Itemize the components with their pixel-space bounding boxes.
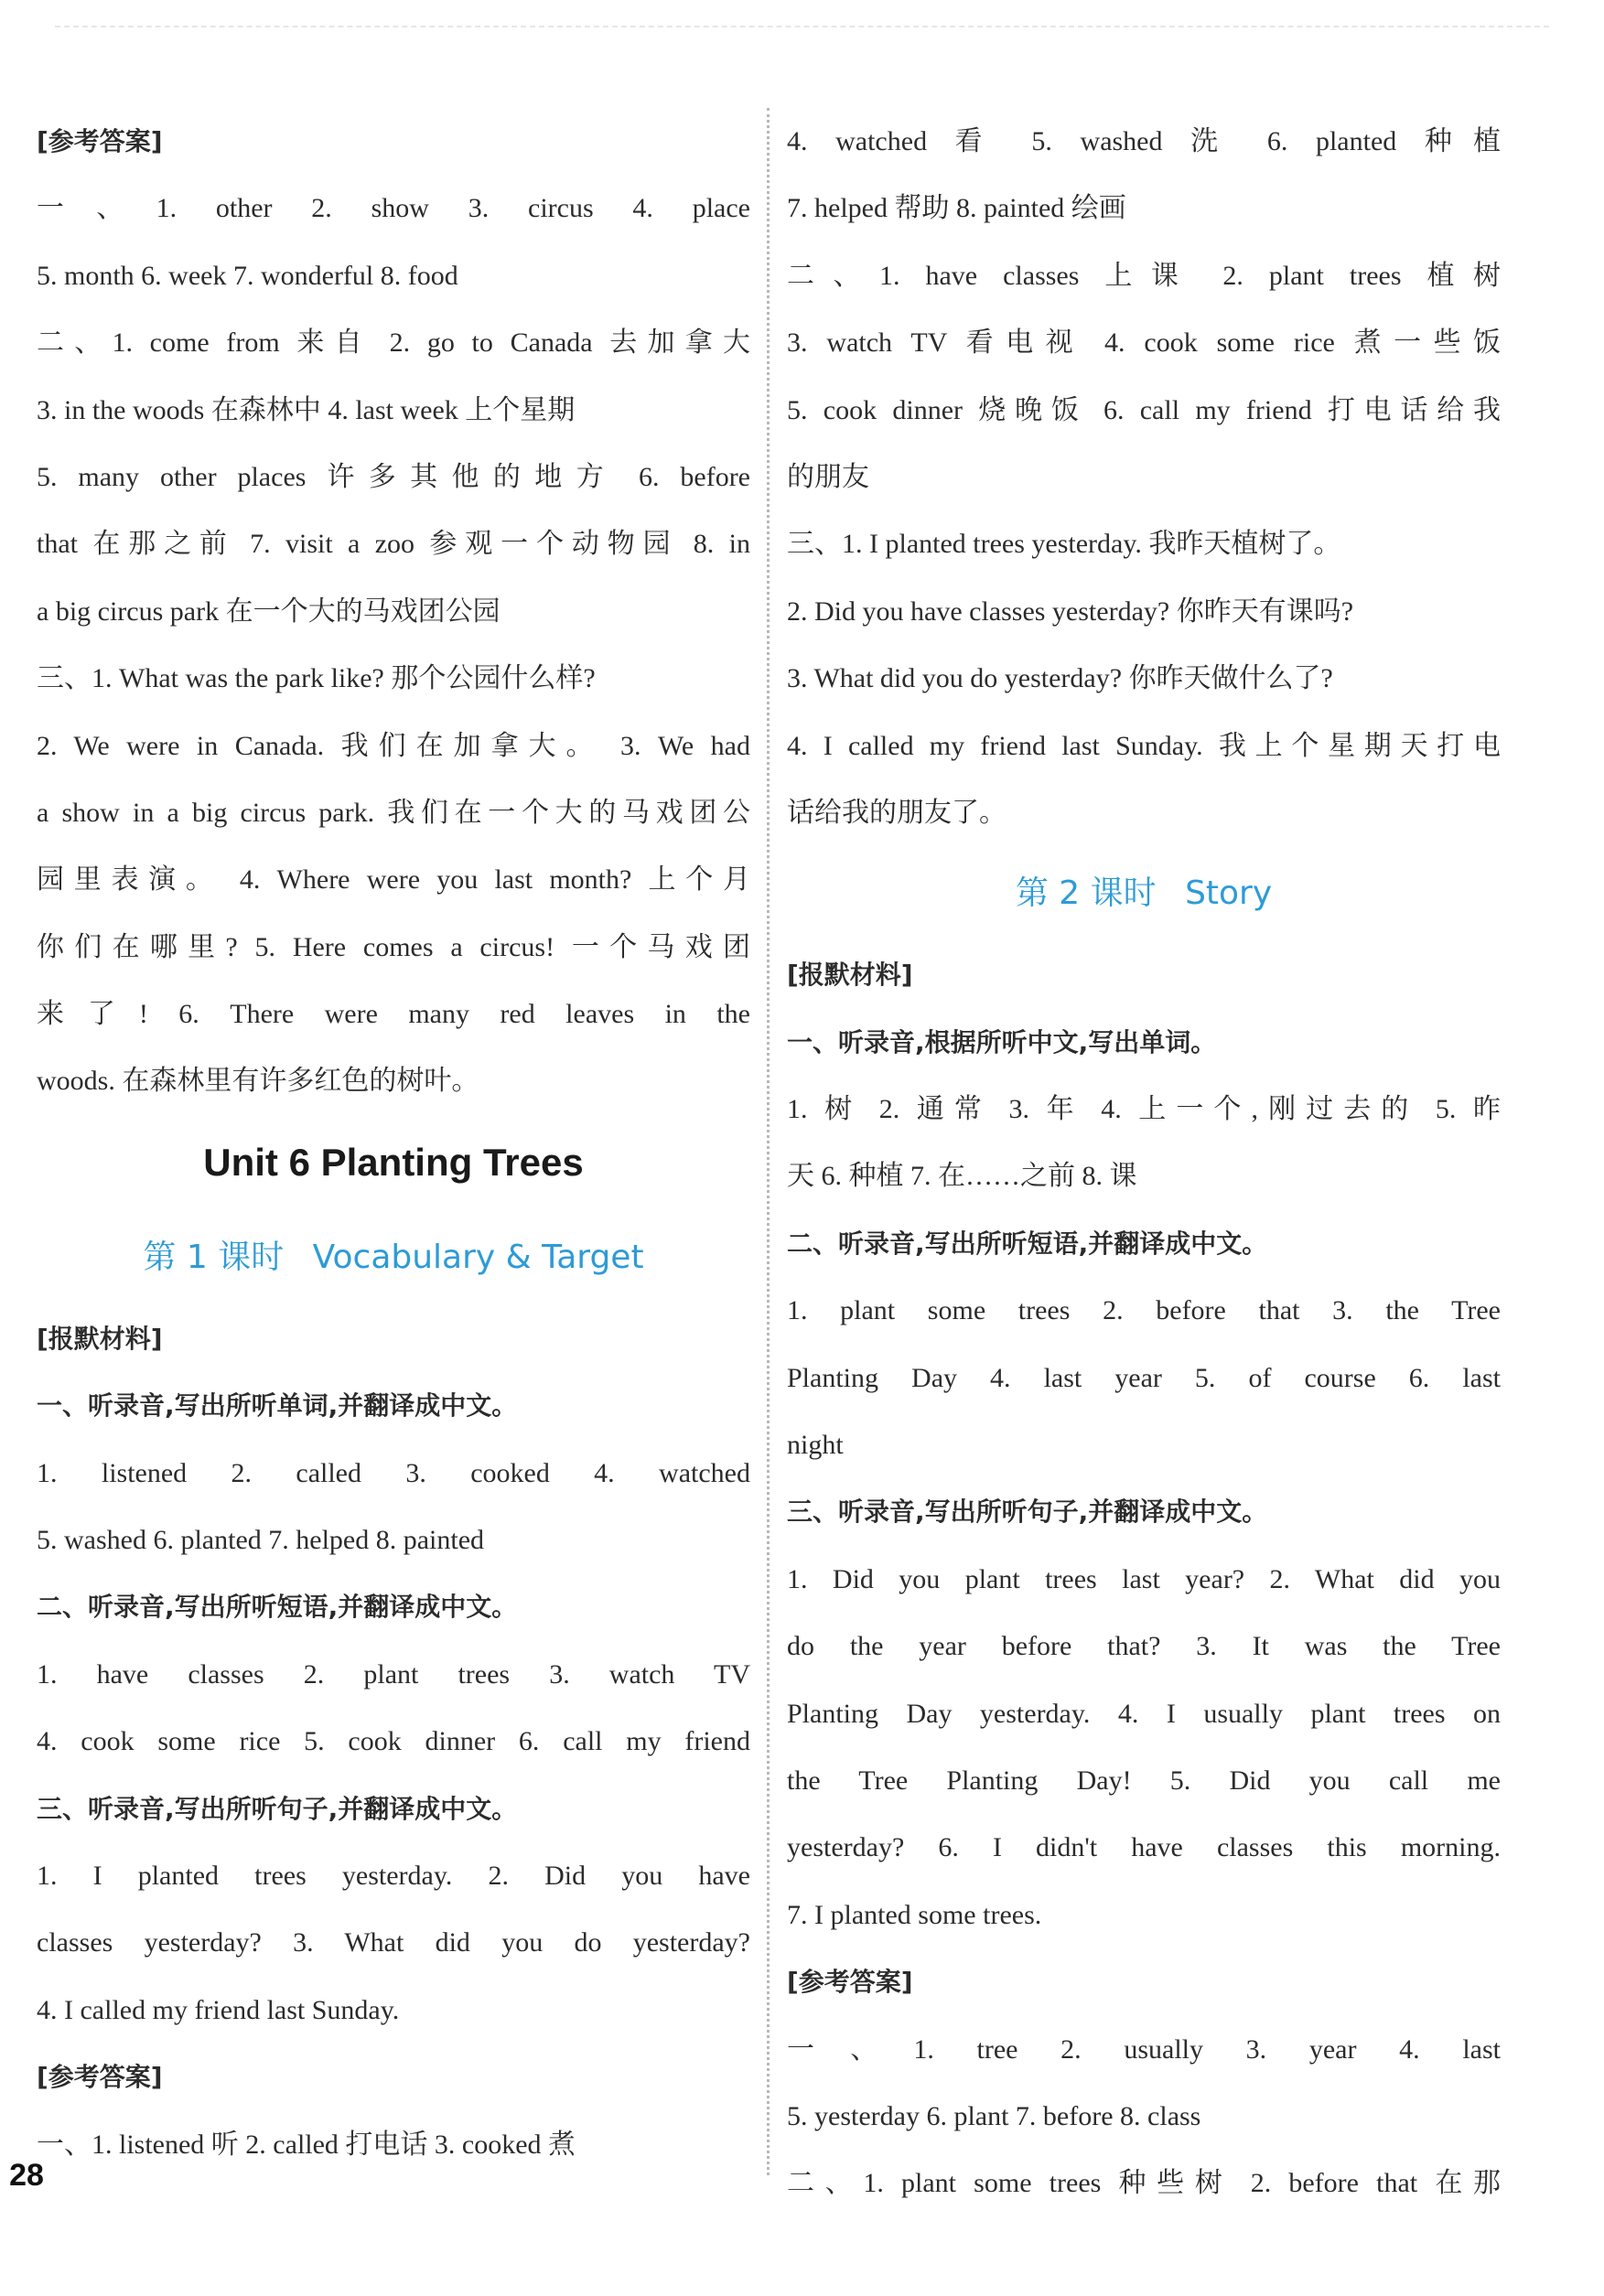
instruction-heading: 二、听录音,写出所听短语,并翻译成中文。 — [787, 1228, 1268, 1259]
lesson-2-number: 第 2 课时 — [1015, 874, 1157, 913]
answer-line: that 在那之前 7. visit a zoo 参观一个动物园 8. in — [37, 529, 750, 560]
section-label: [报默材料] — [37, 1323, 163, 1354]
right-column — [787, 108, 1501, 2217]
answer-line: 你们在哪里? 5. Here comes a circus! 一个马戏团 — [37, 931, 750, 962]
answer-line: 1. listened 2. called 3. cooked 4. watched — [37, 1457, 750, 1488]
answer-line: 园里表演。 4. Where were you last month? 上个月 — [37, 864, 750, 896]
column-divider — [767, 108, 770, 2175]
answer-line: a show in a big circus park. 我们在一个大的马戏团公 — [37, 797, 750, 828]
answer-line: 1. Did you plant trees last year? 2. What did you — [787, 1563, 1501, 1594]
answer-line: 二、1. have classes 上课 2. plant trees 植树 — [787, 260, 1501, 291]
lesson-1-title — [37, 1210, 750, 1305]
answer-line: 5. many other places 许多其他的地方 6. before — [37, 461, 750, 492]
answer-line: 1. 树 2. 通常 3. 年 4. 上一个,刚过去的 5. 昨 — [787, 1094, 1501, 1125]
answer-line: 4. I called my friend last Sunday. 我上个星期天打电 — [787, 730, 1501, 761]
answer-line: 5. yesterday 6. plant 7. before 8. class — [787, 2100, 1201, 2131]
left-column — [37, 108, 750, 2178]
left-block-1 — [37, 108, 750, 1115]
answer-line: 7. helped 帮助 8. painted 绘画 — [787, 193, 1126, 224]
top-divider — [55, 26, 1549, 27]
answer-line: 一、1. other 2. show 3. circus 4. place — [37, 193, 750, 224]
answer-line: 来了! 6. There were many red leaves in the — [37, 999, 750, 1030]
answer-line: 4. watched 看 5. washed 洗 6. planted 种植 — [787, 126, 1501, 156]
answer-line: Planting Day yesterday. 4. I usually plant trees on — [787, 1698, 1501, 1729]
answer-line: 话给我的朋友了。 — [787, 797, 1007, 828]
answer-line: classes yesterday? 3. What did you do yesterday? — [37, 1927, 750, 1958]
answer-line: 1. have classes 2. plant trees 3. watch TV — [37, 1658, 750, 1690]
lesson-1-topic: Vocabulary & Target — [312, 1238, 644, 1276]
instruction-heading: 一、听录音,根据所听中文,写出单词。 — [787, 1026, 1217, 1057]
answer-line: 二、1. come from 来自 2. go to Canada 去加拿大 — [37, 327, 750, 359]
instruction-heading: 三、听录音,写出所听句子,并翻译成中文。 — [37, 1793, 518, 1824]
right-block-2 — [787, 941, 1501, 2216]
page-number: 28 — [9, 2158, 44, 2193]
answer-line: 2. We were in Canada. 我们在加拿大。 3. We had — [37, 730, 750, 761]
answer-line: the Tree Planting Day! 5. Did you call me — [787, 1765, 1501, 1796]
answer-line: a big circus park 在一个大的马戏团公园 — [37, 595, 501, 627]
answer-line: 1. plant some trees 2. before that 3. the Tree — [787, 1295, 1501, 1326]
answer-line: 三、1. I planted trees yesterday. 我昨天植树了。 — [787, 529, 1341, 560]
section-label: [参考答案] — [37, 126, 163, 156]
answer-line: 3. in the woods 在森林中 4. last week 上个星期 — [37, 394, 576, 425]
answer-line: 4. cook some rice 5. cook dinner 6. call my friend — [37, 1726, 750, 1757]
unit-title: Unit 6 Planting Trees — [203, 1140, 584, 1184]
answer-line: woods. 在森林里有许多红色的树叶。 — [37, 1066, 479, 1097]
lesson-2-title — [787, 846, 1501, 941]
answer-line: 二、1. plant some trees 种些树 2. before that 在那 — [787, 2168, 1501, 2199]
instruction-heading: 二、听录音,写出所听短语,并翻译成中文。 — [37, 1592, 518, 1623]
left-block-2 — [37, 1305, 750, 2178]
answer-line: yesterday? 6. I didn't have classes this morning. — [787, 1832, 1501, 1863]
right-block-1 — [787, 108, 1501, 846]
section-label: [报默材料] — [787, 960, 913, 991]
answer-line: Planting Day 4. last year 5. of course 6. last — [787, 1362, 1501, 1393]
answer-line: 2. Did you have classes yesterday? 你昨天有课吗? — [787, 595, 1354, 627]
answer-line: 5. month 6. week 7. wonderful 8. food — [37, 260, 458, 291]
section-label: [参考答案] — [37, 2062, 163, 2093]
answer-line: 三、1. What was the park like? 那个公园什么样? — [37, 663, 596, 694]
instruction-heading: 三、听录音,写出所听句子,并翻译成中文。 — [787, 1497, 1268, 1528]
answer-line: 的朋友 — [787, 461, 869, 492]
answer-line: 7. I planted some trees. — [787, 1899, 1042, 1930]
instruction-heading: 一、听录音,写出所听单词,并翻译成中文。 — [37, 1390, 518, 1422]
answer-line: do the year before that? 3. It was the Tree — [787, 1631, 1501, 1662]
answer-line: 一、1. listened 听 2. called 打电话 3. cooked 煮 — [37, 2129, 576, 2160]
answer-line: 3. What did you do yesterday? 你昨天做什么了? — [787, 663, 1333, 694]
lesson-2-topic: Story — [1185, 874, 1273, 913]
answer-line: 5. cook dinner 烧晚饭 6. call my friend 打电话给我 — [787, 394, 1501, 425]
answer-line: 一、1. tree 2. usually 3. year 4. last — [787, 2033, 1501, 2065]
answer-line: 5. washed 6. planted 7. helped 8. painted — [37, 1525, 485, 1556]
lesson-1-number: 第 1 课时 — [143, 1238, 285, 1276]
answer-line: 4. I called my friend last Sunday. — [37, 1994, 400, 2025]
answer-line: night — [787, 1430, 844, 1461]
answer-line: 天 6. 种植 7. 在……之前 8. 课 — [787, 1161, 1137, 1192]
section-label: [参考答案] — [787, 1967, 913, 1998]
answer-line: 3. watch TV 看电视 4. cook some rice 煮一些饭 — [787, 327, 1501, 359]
answer-line: 1. I planted trees yesterday. 2. Did you have — [37, 1860, 750, 1891]
